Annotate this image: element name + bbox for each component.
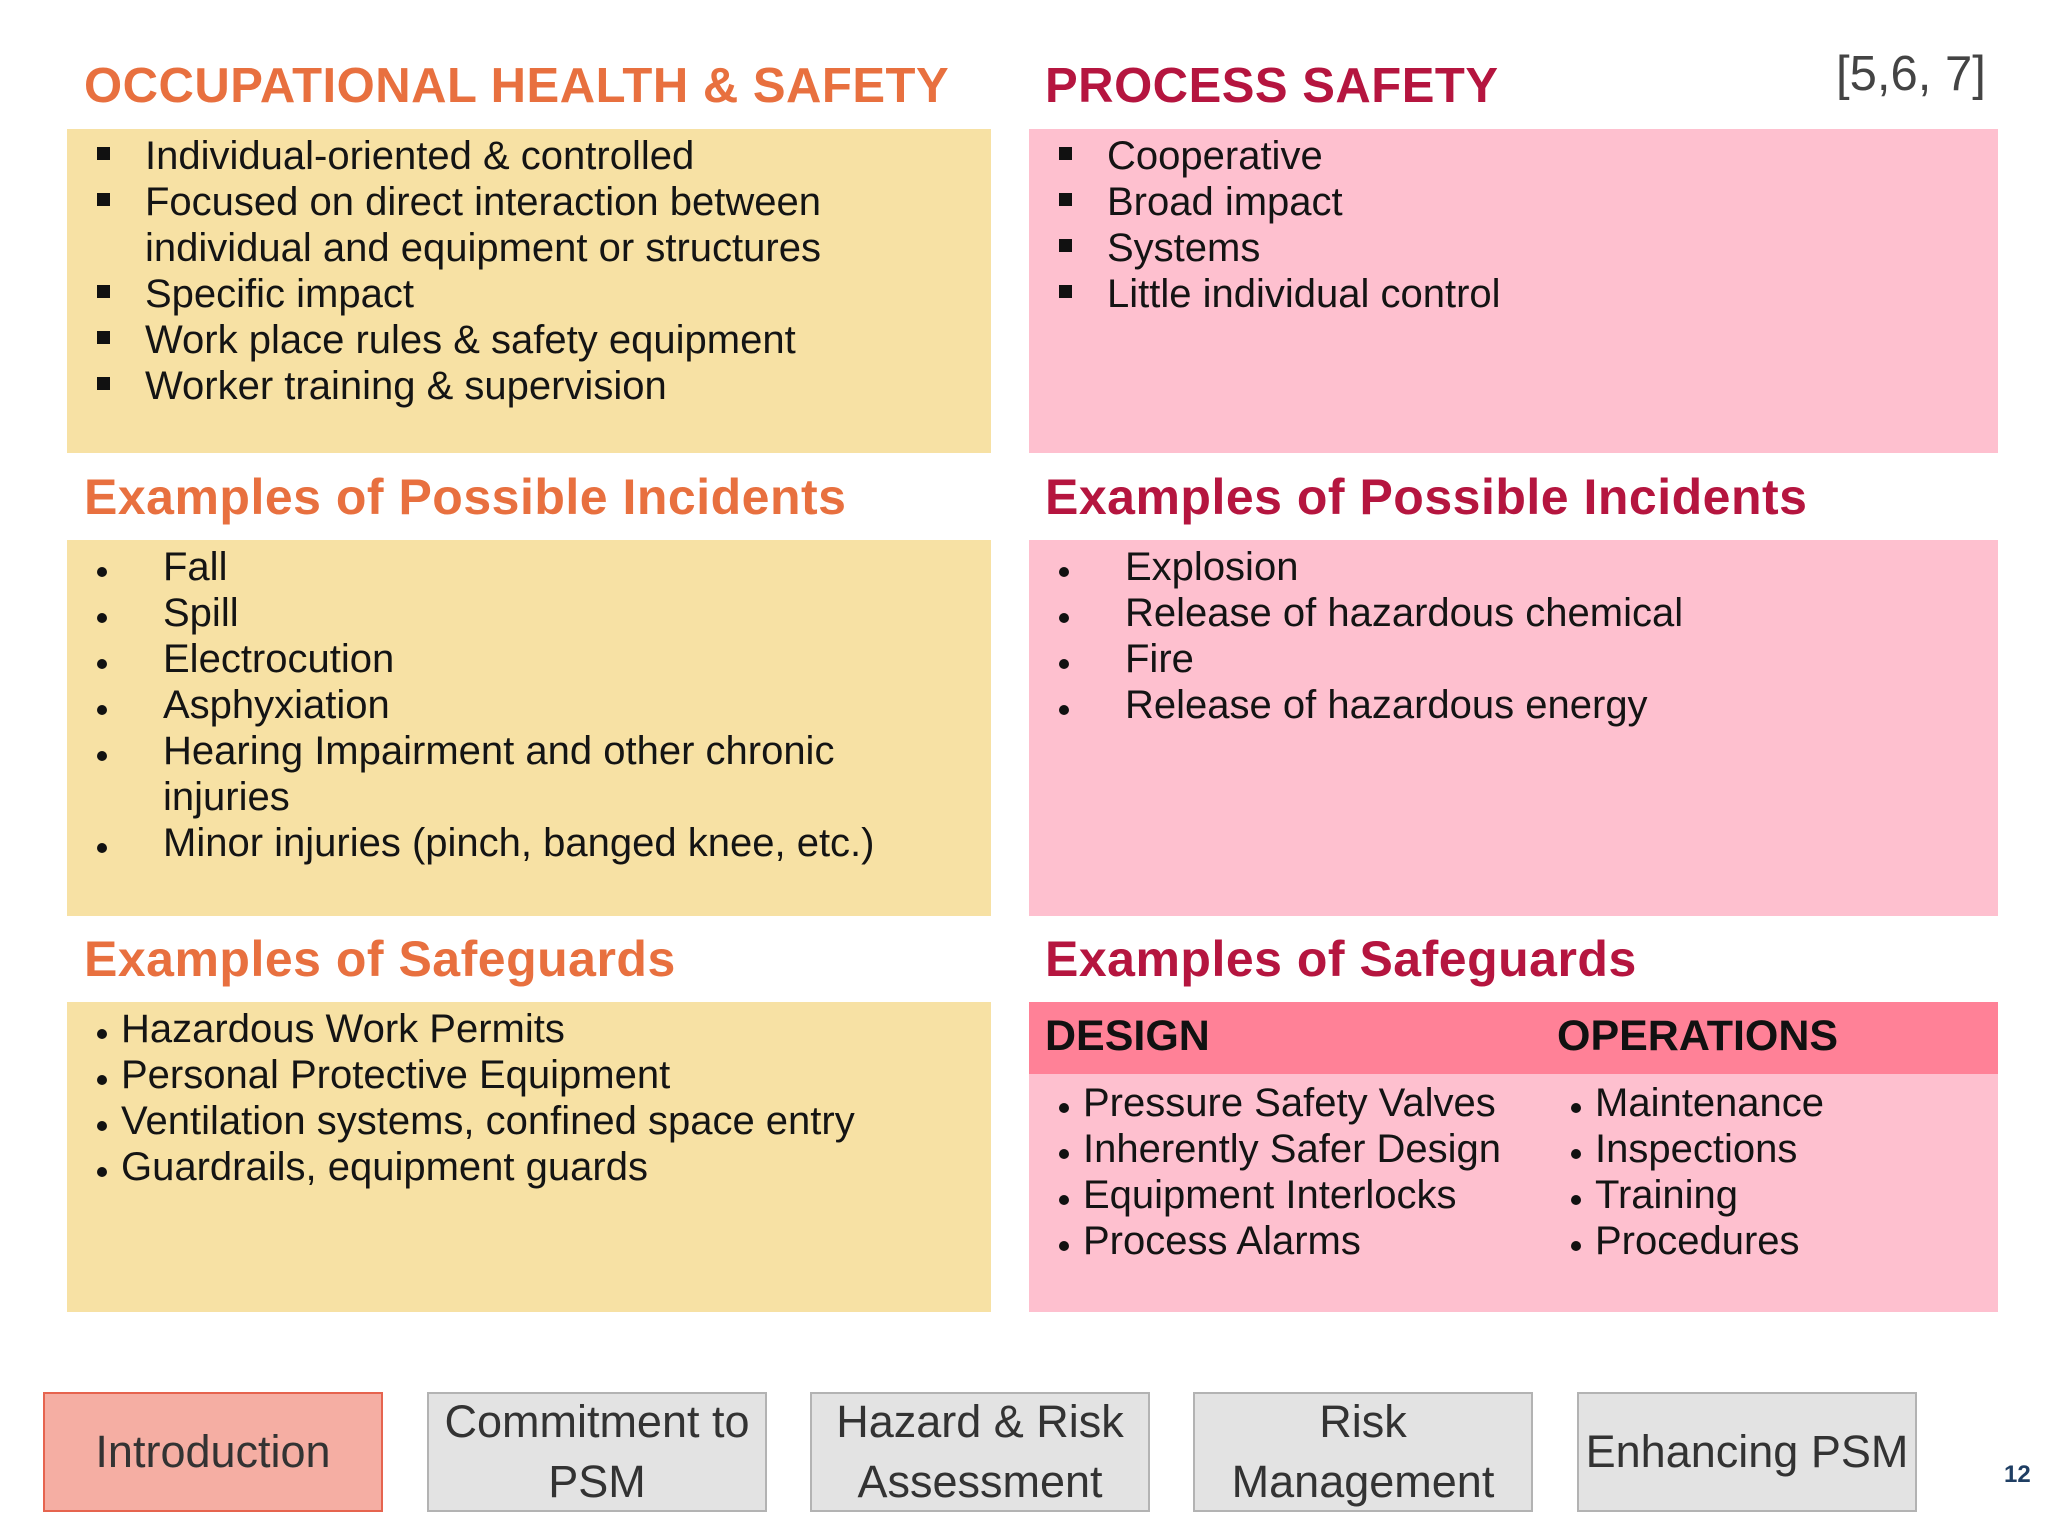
list-item: Broad impact	[1045, 179, 1965, 225]
list-item: Cooperative	[1045, 133, 1965, 179]
list-item: Specific impact	[83, 271, 963, 317]
nav-risk-management-button[interactable]: Risk Management	[1193, 1392, 1533, 1512]
list-item: Guardrails, equipment guards	[83, 1144, 973, 1190]
nav-commitment-button[interactable]: Commitment to PSM	[427, 1392, 767, 1512]
list-item: Pressure Safety Valves	[1045, 1080, 1545, 1126]
operations-heading: OPERATIONS	[1557, 1012, 1839, 1060]
list-item: Inspections	[1557, 1126, 1977, 1172]
list-item: Fire	[1045, 636, 1965, 682]
list-item: Worker training & supervision	[83, 363, 963, 409]
list-item: Hazardous Work Permits	[83, 1006, 973, 1052]
nav-hazard-button[interactable]: Hazard & Risk Assessment	[810, 1392, 1150, 1512]
list-item: Explosion	[1045, 544, 1965, 590]
list-item: Release of hazardous energy	[1045, 682, 1965, 728]
list-item: Minor injuries (pinch, banged knee, etc.)	[83, 820, 883, 866]
ps-characteristics-panel	[1029, 129, 1998, 453]
list-item: Little individual control	[1045, 271, 1965, 317]
list-item: Work place rules & safety equipment	[83, 317, 963, 363]
ps-incidents-heading: Examples of Possible Incidents	[1045, 469, 1808, 525]
page-number: 12	[2004, 1461, 2031, 1488]
ps-incidents-list	[1045, 544, 1965, 728]
ohs-incidents-heading: Examples of Possible Incidents	[84, 469, 847, 525]
ohs-incidents-list	[83, 544, 883, 866]
ps-characteristics-list	[1045, 133, 1965, 317]
nav-introduction-button[interactable]: Introduction	[43, 1392, 383, 1512]
design-heading: DESIGN	[1045, 1012, 1210, 1060]
ohs-characteristics-panel	[67, 129, 991, 453]
list-item: Process Alarms	[1045, 1218, 1545, 1264]
nav-enhancing-button[interactable]: Enhancing PSM	[1577, 1392, 1917, 1512]
ohs-incidents-panel	[67, 540, 991, 916]
list-item: Electrocution	[83, 636, 883, 682]
list-item: Inherently Safer Design	[1045, 1126, 1545, 1172]
ps-safeguards-heading: Examples of Safeguards	[1045, 931, 1637, 987]
citation: [5,6, 7]	[1836, 47, 1986, 101]
list-item: Hearing Impairment and other chronic injuries	[83, 728, 883, 820]
ohs-safeguards-heading: Examples of Safeguards	[84, 931, 676, 987]
ohs-characteristics-list	[83, 133, 963, 409]
list-item: Spill	[83, 590, 883, 636]
ps-incidents-panel	[1029, 540, 1998, 916]
list-item: Ventilation systems, confined space entry	[83, 1098, 973, 1144]
list-item: Individual-oriented & controlled	[83, 133, 963, 179]
ohs-heading: OCCUPATIONAL HEALTH & SAFETY	[84, 59, 950, 113]
ps-safeguards-panel	[1029, 1002, 1998, 1312]
list-item: Focused on direct interaction between individual and equipment or structures	[83, 179, 925, 271]
list-item: Procedures	[1557, 1218, 1977, 1264]
list-item: Asphyxiation	[83, 682, 883, 728]
operations-list	[1557, 1080, 1977, 1264]
ohs-safeguards-list	[83, 1006, 973, 1190]
list-item: Equipment Interlocks	[1045, 1172, 1545, 1218]
list-item: Maintenance	[1557, 1080, 1977, 1126]
list-item: Release of hazardous chemical	[1045, 590, 1965, 636]
list-item: Systems	[1045, 225, 1965, 271]
ps-heading: PROCESS SAFETY	[1045, 59, 1499, 113]
list-item: Personal Protective Equipment	[83, 1052, 973, 1098]
list-item: Training	[1557, 1172, 1977, 1218]
design-list	[1045, 1080, 1545, 1264]
list-item: Fall	[83, 544, 883, 590]
ohs-safeguards-panel	[67, 1002, 991, 1312]
